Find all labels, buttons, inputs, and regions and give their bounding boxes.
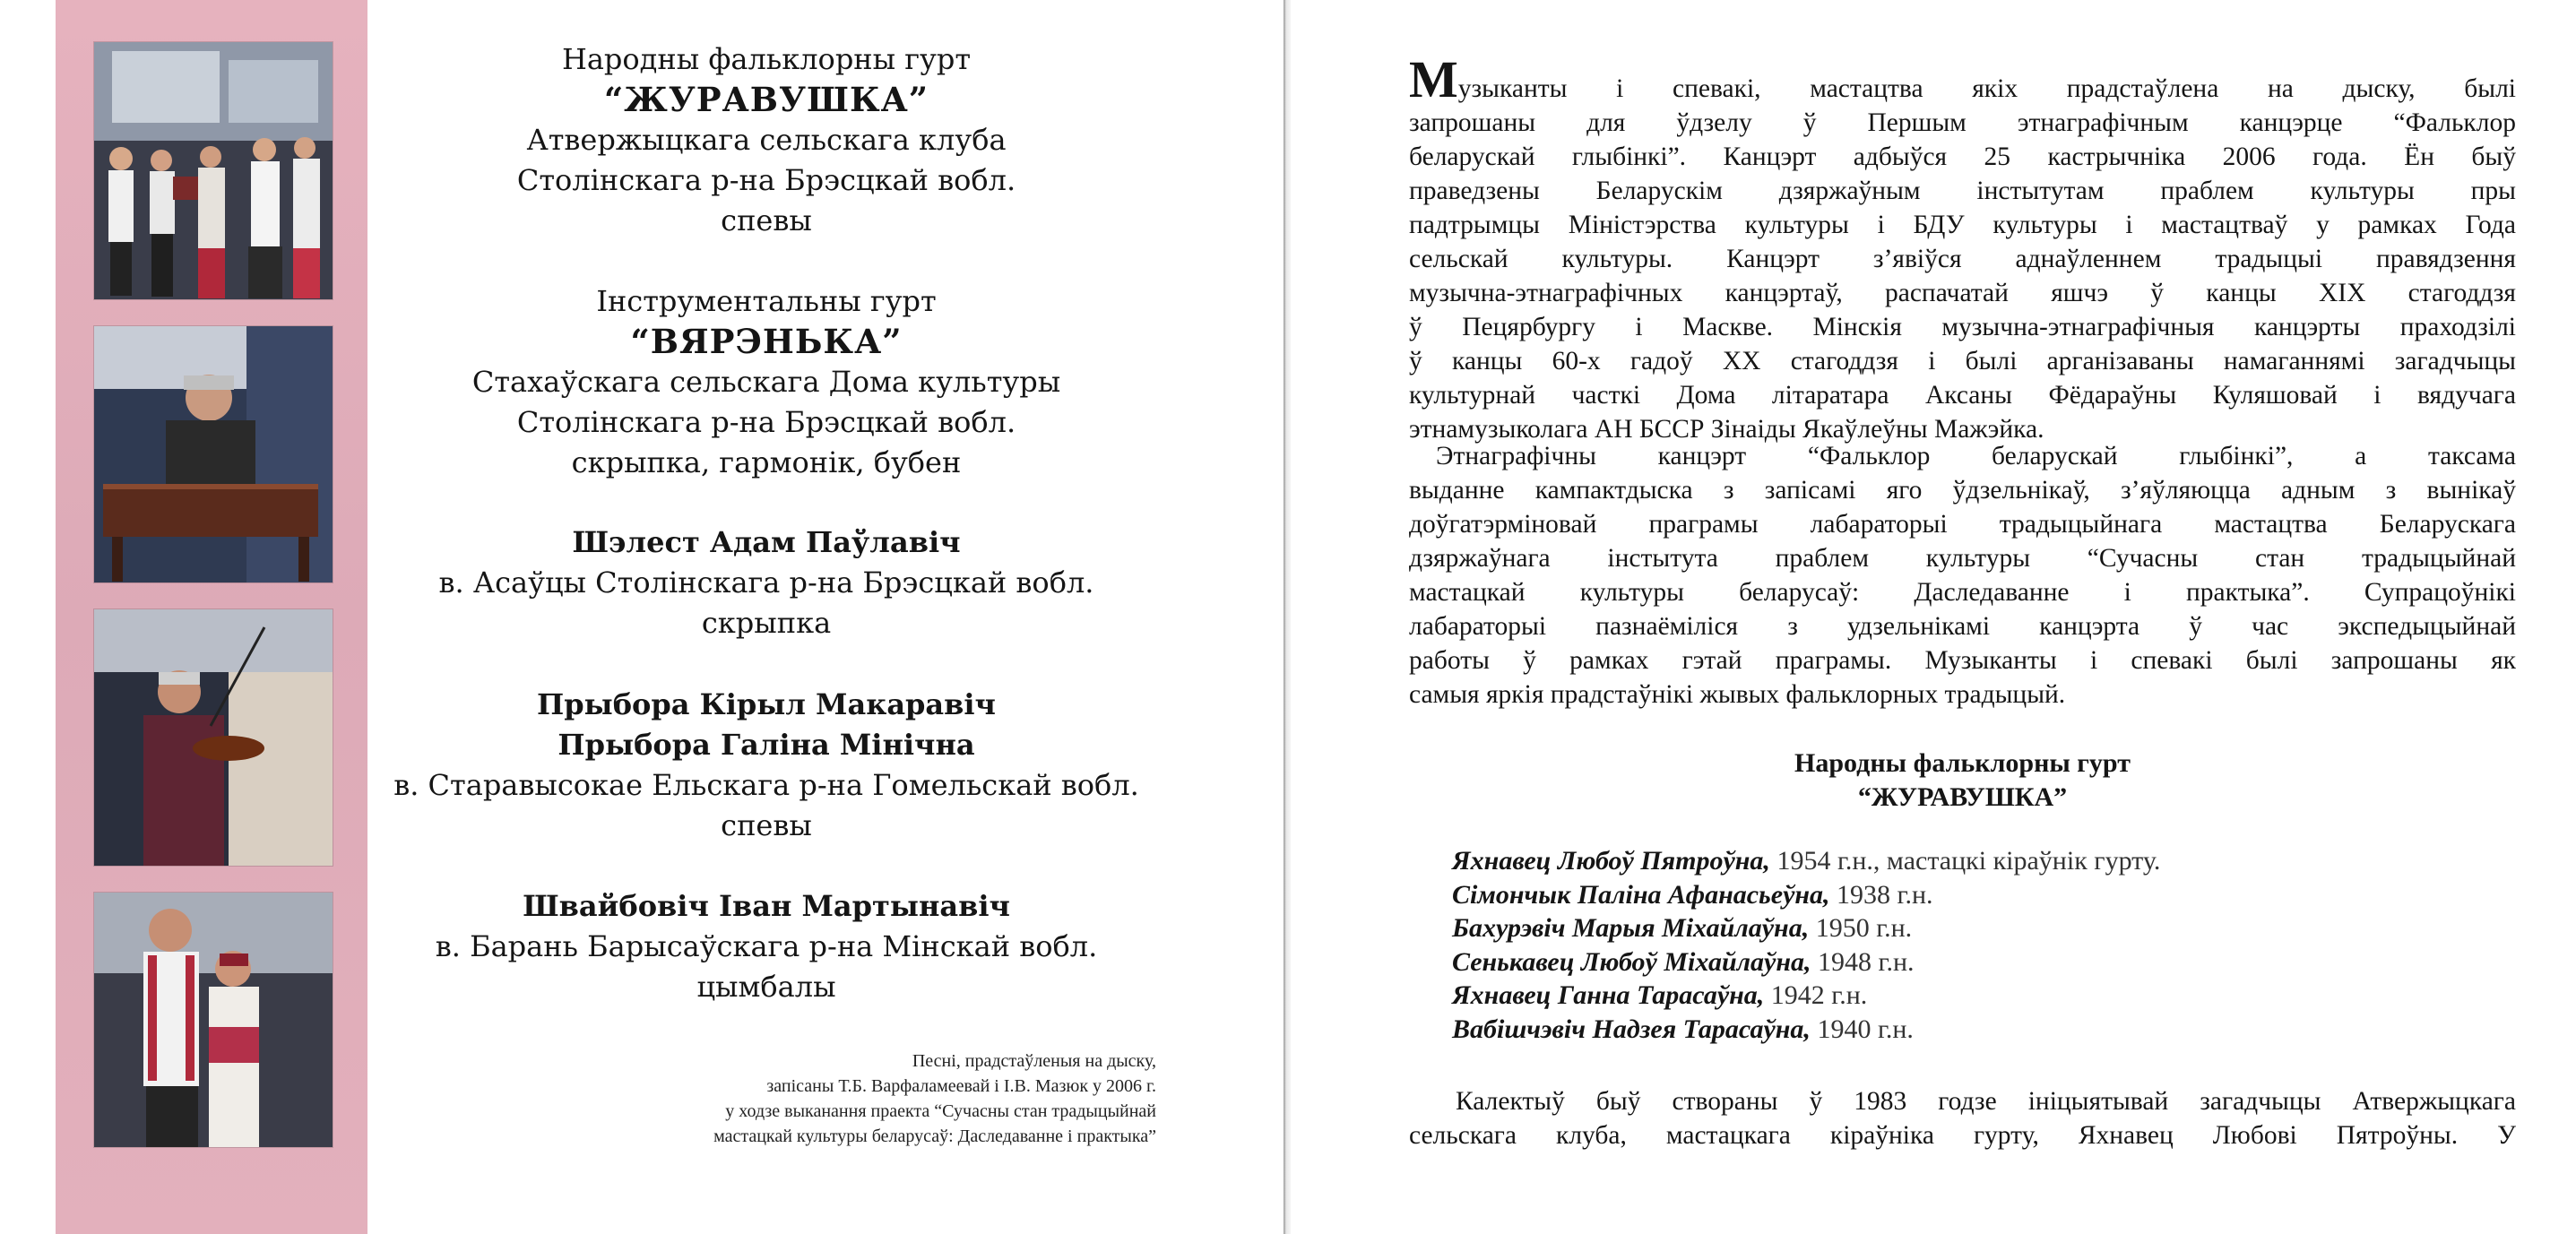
drop-cap: М: [1409, 50, 1458, 108]
member-info: 1938 г.н.: [1829, 879, 1933, 910]
performer-prybora-block: [385, 685, 1147, 846]
note-line: у ходзе выканання праекта “Сучасны стан традыцыйнай: [725, 1101, 1156, 1121]
paragraph-line: сельскага клуба, мастацкага кіраўніка гурту, Яхнавец Любові Пятроўны. У: [1409, 1121, 2516, 1150]
intro-line: ў Пецярбургу і Маскве. Мінскія музычна-этнаграфічныя канцэрты праходзілі: [1409, 313, 2516, 341]
ensemble-zhuravushka-block: [385, 39, 1147, 241]
ensemble-type: Інструментальны гурт: [596, 284, 937, 318]
ensemble-genre: спевы: [721, 203, 812, 237]
member-info: 1948 г.н.: [1811, 946, 1915, 977]
folk-ensemble-photo: [94, 42, 333, 299]
member-name: Яхнавец Любоў Пятроўна,: [1452, 846, 1770, 876]
member-name: Яхнавец Ганна Тарасаўна,: [1452, 980, 1765, 1010]
paragraph-line: дзяржаўнага інстытута праблем культуры “Сучасны стан традыцыйнай: [1409, 544, 2516, 573]
heading-line: “ЖУРАВУШКА”: [1857, 782, 2068, 812]
intro-line: праведзены Беларускім дзяржаўным інстытутам праблем культуры пры: [1409, 177, 2516, 205]
performer-instrument: спевы: [721, 808, 812, 842]
ensemble-club: Атвержыцкага сельскага клуба: [526, 123, 1007, 157]
intro-line: ў канцы 60-х гадоў XX стагоддзя і былі арганізаваны намаганнямі загадчыцы: [1409, 347, 2516, 375]
member-info: 1950 г.н.: [1809, 913, 1913, 943]
performer-instrument: скрыпка: [701, 606, 832, 640]
note-line: Песні, прадстаўленыя на дыску,: [912, 1051, 1156, 1071]
member-name: Вабішчэвіч Надзея Тарасаўна,: [1452, 1014, 1811, 1044]
intro-line: запрошаны для ўдзелу ў Першым этнаграфічным канцэрце “Фальклор: [1409, 108, 2516, 137]
ensemble-type: Народны фальклорны гурт: [561, 42, 972, 76]
performer-name: Прыбора Галіна Мінічна: [558, 728, 975, 762]
page-fold-divider: [1284, 0, 1291, 1234]
performer-instrument: цымбалы: [696, 970, 836, 1004]
singers-couple-photo: [94, 893, 333, 1147]
member-name: Сенькавец Любоў Міхайлаўна,: [1452, 946, 1811, 977]
performer-name: Прыбора Кірыл Макаравіч: [537, 687, 996, 721]
ensemble-region: Столінскага р-на Брэсцкай вобл.: [516, 405, 1016, 439]
performer-place: в. Асаўцы Столінскага р-на Брэсцкай вобл.: [438, 565, 1094, 600]
heading-line: Народны фальклорны гурт: [1794, 748, 2131, 778]
intro-line: сельскай культуры. Канцэрт з’явіўся аднаўленнем традыцыі правядзення: [1409, 245, 2516, 273]
members-list: [1452, 844, 2160, 1046]
ensemble-viarenka-block: [385, 281, 1147, 483]
intro-line: этнамузыколага АН БССР Зінаіды Якаўлеўны Мажэйка.: [1409, 415, 2044, 444]
violinist-photo: [94, 609, 333, 866]
note-line: мастацкай культуры беларусаў: Даследаванне і практыка”: [713, 1126, 1156, 1146]
ensemble-instruments: скрыпка, гармонік, бубен: [571, 445, 962, 479]
paragraph-line: доўгатэрміновай праграмы лабараторыі традыцыйнага мастацтва Беларускага: [1409, 510, 2516, 539]
performer-name: Швайбовіч Іван Мартынавіч: [523, 889, 1010, 923]
ensemble-house: Стахаўскага сельскага Дома культуры: [471, 365, 1061, 399]
performer-place: в. Старавысокае Ельскага р-на Гомельскай вобл.: [393, 768, 1139, 802]
paragraph-line: Калектыў быў створаны ў 1983 годзе ініцыятывай загадчыцы Атвержыцкага: [1456, 1087, 2516, 1116]
section-heading: [1409, 746, 2516, 815]
paragraph-line: работы ў рамках гэтай праграмы. Музыканты і спевакі былі запрошаны як: [1409, 646, 2516, 675]
intro-line-first: [1409, 50, 2516, 108]
member-info: 1940 г.н.: [1810, 1014, 1914, 1044]
member-name: Бахурэвіч Марыя Міхайлаўна,: [1452, 913, 1810, 943]
performer-place: в. Барань Барысаўскага р-на Мінскай вобл.: [435, 929, 1098, 963]
cymbals-player-photo: [94, 326, 333, 582]
intro-line: культурнай часткі Дома літаратара Аксаны Фёдараўны Куляшовай і вядучага: [1409, 381, 2516, 410]
intro-line: беларускай глыбінкі”. Канцэрт адбыўся 25 кастрычніка 2006 года. Ён быў: [1409, 142, 2516, 171]
member-info: 1942 г.н.: [1764, 980, 1868, 1010]
second-paragraph: [1409, 439, 2516, 712]
paragraph-line: выданне кампактдыска з запісамі яго ўдзельнікаў, з’яўляюцца адным з вынікаў: [1409, 476, 2516, 505]
ensemble-name: “ВЯРЭНЬКА”: [630, 322, 903, 361]
list-item: [1452, 979, 2160, 1013]
list-item: [1452, 911, 2160, 945]
recording-note: [565, 1048, 1156, 1149]
ensemble-region: Столінскага р-на Брэсцкай вобл.: [516, 163, 1016, 197]
list-item: [1452, 1013, 2160, 1047]
list-item: [1452, 878, 2160, 912]
list-item: [1452, 945, 2160, 979]
ensemble-name: “ЖУРАВУШКА”: [603, 80, 929, 119]
member-info: 1954 г.н., мастацкі кіраўнік гурту.: [1769, 846, 2161, 876]
intro-line: музычна-этнаграфічных канцэртаў, распачатай яшчэ ў канцы XIX стагоддзя: [1409, 279, 2516, 307]
note-line: запісаны Т.Б. Варфаламеевай і І.В. Мазюк у 2006 г.: [766, 1076, 1156, 1096]
performer-shelest-block: [385, 522, 1147, 643]
paragraph-line: лабараторыі пазнаёміліся з удзельнікамі канцэрта ў час экспедыцыйнай: [1409, 612, 2516, 641]
performer-name: Шэлест Адам Паўлавіч: [572, 525, 961, 559]
member-name: Сімончык Паліна Афанасьеўна,: [1452, 879, 1830, 910]
paragraph-line: мастацкай культуры беларусаў: Даследаванне і практыка”. Супрацоўнікі: [1409, 578, 2516, 607]
intro-paragraph: [1409, 50, 2516, 446]
list-item: [1452, 844, 2160, 878]
paragraph-line: Этнаграфічны канцэрт “Фальклор беларускай глыбінкі”, а таксама: [1436, 442, 2516, 470]
intro-line-text: узыканты і спевакі, мастацтва якіх прадстаўлена на дыску, былі: [1457, 74, 2516, 103]
paragraph-line: самыя яркія прадстаўнікі жывых фальклорных традыцый.: [1409, 680, 2066, 709]
performer-shvaibovich-block: [385, 886, 1147, 1007]
intro-line: падтрымцы Міністэрства культуры і БДУ культуры і мастацтваў у рамках Года: [1409, 211, 2516, 239]
closing-paragraph: [1409, 1084, 2516, 1152]
